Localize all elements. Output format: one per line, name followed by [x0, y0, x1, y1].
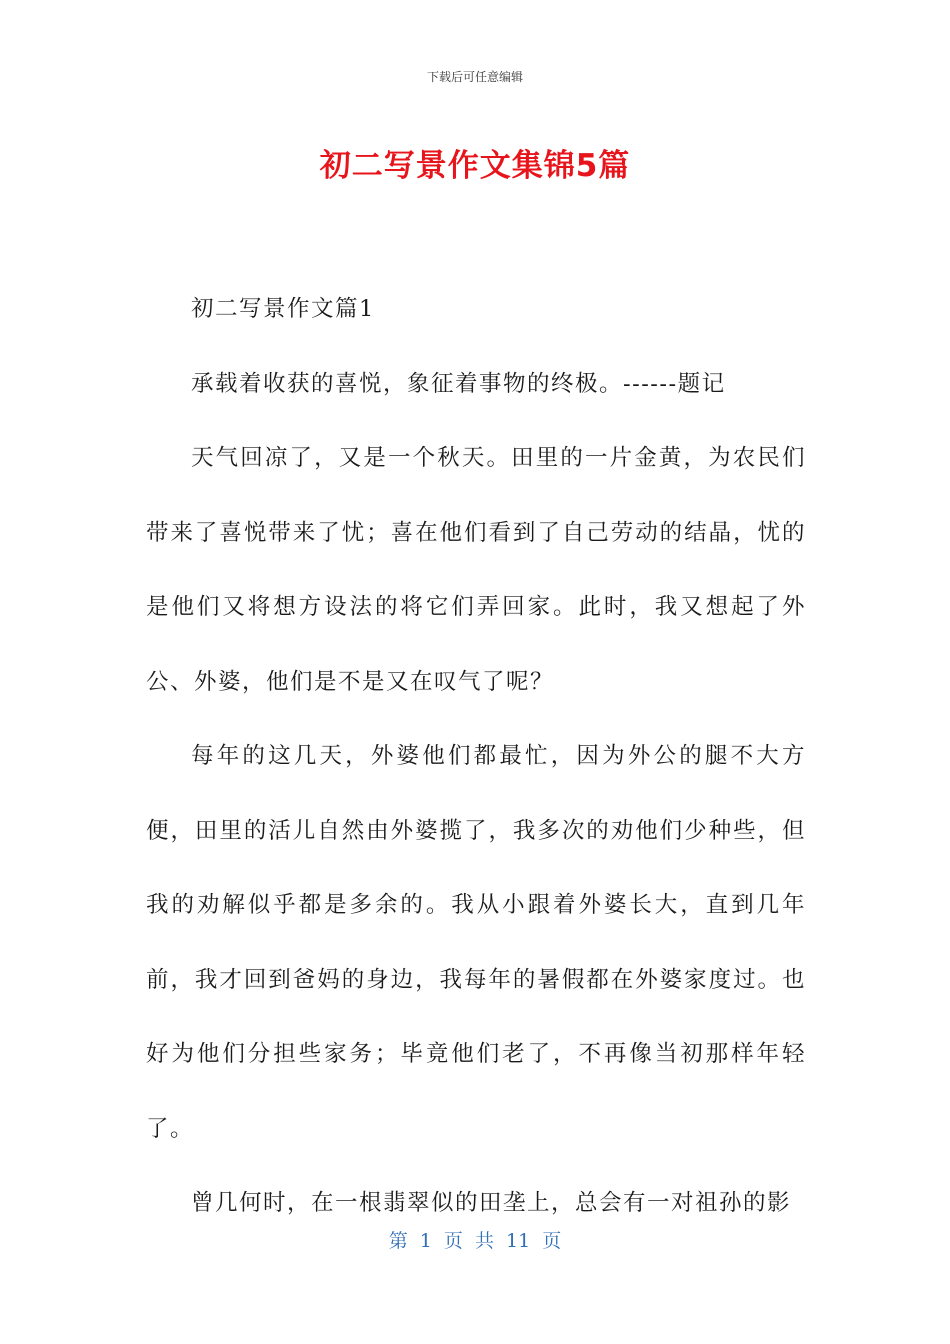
body-paragraph: 天气回凉了，又是一个秋天。田里的一片金黄，为农民们带来了喜悦带来了忧；喜在他们看到了自己劳动的结晶，忧的是他们又将想方设法的将它们弄回家。此时，我又想起了外公、外婆，他们是不是又在叹气了呢？: [146, 445, 806, 695]
epigraph-paragraph: 承载着收获的喜悦，象征着事物的终极。------题记: [191, 370, 726, 397]
page-header-note: 下载后可任意编辑: [426, 70, 523, 84]
page-number-footer: 第 1 页 共 11 页: [388, 1230, 562, 1252]
document-title: 初二写景作文集锦5篇: [319, 148, 631, 184]
document-body: [146, 272, 806, 1241]
section-heading: 初二写景作文篇1: [191, 296, 375, 322]
body-paragraph: 每年的这几天，外婆他们都最忙，因为外公的腿不大方便，田里的活儿自然由外婆揽了，我多次的劝他们少种些，但我的劝解似乎都是多余的。我从小跟着外婆长大，直到几年前，我才回到爸妈的身边，我每年的暑假都在外婆家度过。也好为他们分担些家务；毕竟他们老了，不再像当初那样年轻了。: [146, 743, 806, 1142]
body-paragraph: 曾几何时，在一根翡翠似的田垄上，总会有一对祖孙的影: [191, 1190, 792, 1216]
